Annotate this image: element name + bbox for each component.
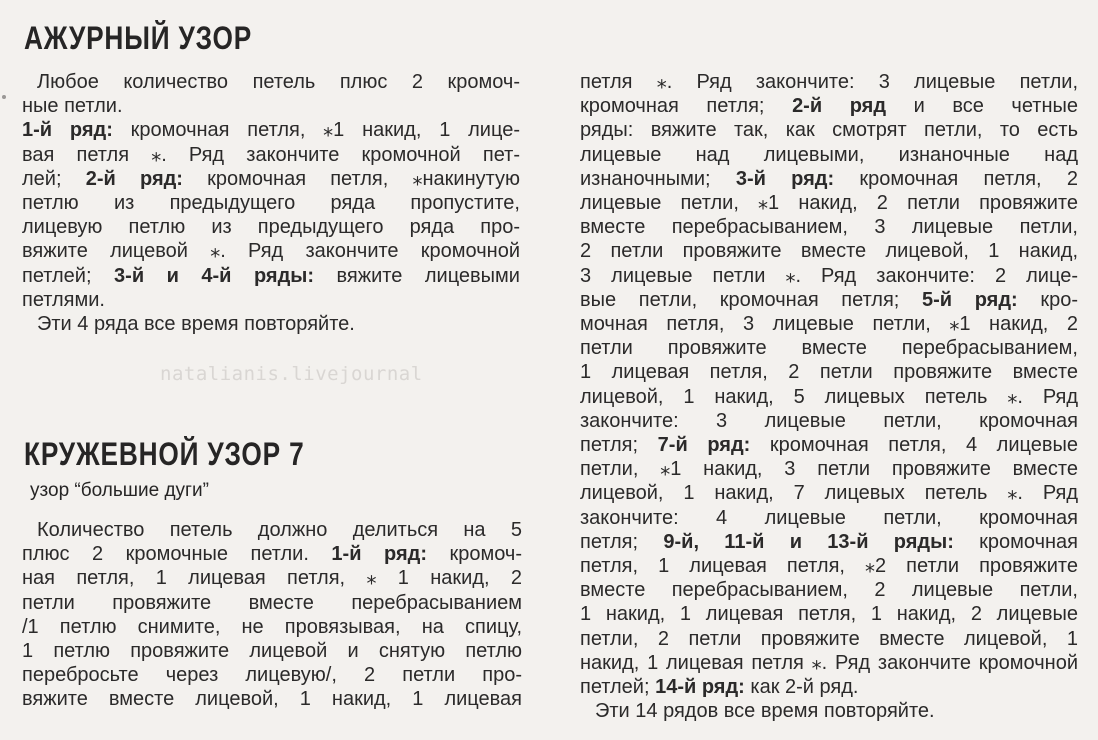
text-segment: кромочная [953, 530, 1079, 553]
section-title-ajour: АЖУРНЫЙ УЗОР [24, 20, 253, 56]
text-line [580, 288, 1078, 312]
text-line [22, 288, 520, 312]
text-segment: вяжите лицевой ⁎. Ряд закончите кромочной [22, 240, 520, 263]
text-line [580, 70, 1078, 94]
text-segment: петлю из предыдущего ряда пропустите, [22, 192, 520, 215]
text-segment: ные петли. [22, 95, 123, 118]
text-segment: плюс 2 кромочные петли. [22, 543, 332, 566]
text-segment: Любое количество петель плюс 2 кромоч- [37, 71, 520, 93]
text-line [22, 615, 522, 639]
text-segment: вместе перебрасыванием, 2 лицевые петли, [580, 579, 1078, 602]
text-line [580, 699, 1078, 723]
text-line [22, 118, 520, 142]
text-segment: кромочная петля, ⁎накинутую [182, 167, 521, 190]
row-label: 9-й, 11-й и 13-й ряды: [663, 530, 954, 553]
row-label: 14-й ряд: [655, 676, 745, 699]
text-segment: кро- [1017, 288, 1078, 311]
text-line [580, 312, 1078, 336]
text-line [580, 433, 1078, 457]
text-segment: петля; [580, 530, 664, 553]
text-line [580, 554, 1078, 578]
text-segment: петля, 1 лицевая петля, ⁎2 петли провяжите [580, 555, 1078, 578]
text-segment: лицевую петлю из предыдущего ряда про- [22, 216, 520, 239]
paragraph-ajour [22, 70, 520, 336]
paragraph-lace-col1 [22, 518, 522, 712]
text-segment: закончите: 4 лицевые петли, кромочная [580, 506, 1078, 529]
text-segment: лицевой, 1 накид, 7 лицевых петель ⁎. Ряд [580, 482, 1078, 505]
text-line [22, 312, 520, 336]
row-label: 5-й ряд: [922, 288, 1018, 311]
text-segment: кромочная петля, 4 лицевые [750, 434, 1078, 457]
text-segment: вые петли, кромочная петля; [580, 288, 922, 311]
text-line [22, 70, 520, 94]
text-segment: петля; [580, 434, 658, 457]
watermark: natalianis.livejournal [160, 363, 423, 385]
text-segment: 1 лицевая петля, 2 петли провяжите вместе [580, 361, 1078, 384]
text-segment: накид, 1 лицевая петля ⁎. Ряд закончите кромочной [580, 651, 1078, 674]
text-line [580, 457, 1078, 481]
text-segment: перебросьте через лицевую/, 2 петли про- [22, 664, 522, 687]
text-segment: кромочная петля, 2 [834, 167, 1078, 190]
text-segment: вая петля ⁎. Ряд закончите кромочной пет- [22, 143, 520, 166]
text-line [22, 518, 522, 542]
text-segment: Количество петель должно делиться на 5 [37, 519, 522, 541]
text-segment: петля ⁎. Ряд закончите: 3 лицевые петли, [580, 71, 1078, 93]
text-segment: изнаночными; [580, 167, 736, 190]
row-label: 1-й ряд: [22, 119, 113, 142]
text-line [22, 239, 520, 263]
text-segment: кромочная петля, ⁎1 накид, 1 лице- [112, 119, 520, 142]
text-line [580, 578, 1078, 602]
text-segment: петлей; [22, 264, 115, 287]
text-segment: 3 лицевые петли ⁎. Ряд закончите: 2 лице- [580, 264, 1078, 287]
text-line [580, 167, 1078, 191]
text-line [22, 167, 520, 191]
text-line [580, 651, 1078, 675]
row-label: 3-й и 4-й ряды: [114, 264, 315, 287]
text-line [22, 566, 522, 590]
text-segment: закончите: 3 лицевые петли, кромочная [580, 409, 1078, 432]
text-line [580, 675, 1078, 699]
text-segment: Эти 14 рядов все время повторяйте. [595, 700, 935, 723]
text-line [22, 191, 520, 215]
section-title-lace: КРУЖЕВНОЙ УЗОР 7 [24, 436, 305, 472]
text-segment: кромоч- [426, 543, 522, 566]
text-segment: как 2-й ряд. [744, 676, 859, 699]
text-segment: ряды: вяжите так, как смотрят петли, то есть [580, 119, 1078, 142]
text-line [580, 336, 1078, 360]
text-segment: петли, ⁎1 накид, 3 петли провяжите вместе [580, 458, 1078, 481]
text-line [580, 143, 1078, 167]
text-segment: лицевые над лицевыми, изнаночные над [580, 143, 1078, 166]
text-line [22, 663, 522, 687]
text-segment: петли провяжите вместе перебрасыванием, [580, 337, 1078, 360]
row-label: 3-й ряд: [735, 167, 835, 190]
text-line [580, 627, 1078, 651]
text-line [22, 143, 520, 167]
text-line [580, 360, 1078, 384]
row-label: 1-й ряд: [331, 543, 427, 566]
text-segment: петли, 2 петли провяжите вместе лицевой, 1 [580, 627, 1078, 650]
row-label: 2-й ряд: [85, 167, 183, 190]
text-segment: Эти 4 ряда все время повторяйте. [37, 313, 355, 336]
text-segment: /1 петлю снимите, не провязывая, на спицу, [22, 615, 522, 638]
text-line [22, 542, 522, 566]
text-line [580, 602, 1078, 626]
text-segment: 1 петлю провяжите лицевой и снятую петлю [22, 640, 522, 663]
text-segment: вяжите лицевыми [314, 264, 520, 287]
text-line [580, 215, 1078, 239]
text-segment: лей; [22, 167, 86, 190]
text-line [580, 385, 1078, 409]
text-segment: петлями. [22, 288, 105, 311]
row-label: 2-й ряд [792, 95, 887, 118]
section-subtitle-lace: узор “большие дуги” [30, 480, 209, 501]
text-line [22, 687, 522, 711]
text-segment: вяжите вместе лицевой, 1 накид, 1 лицевая [22, 688, 522, 711]
text-line [580, 481, 1078, 505]
text-line [580, 94, 1078, 118]
text-line [580, 409, 1078, 433]
text-line [22, 264, 520, 288]
text-line [580, 239, 1078, 263]
text-segment: петли провяжите вместе перебрасыванием [22, 591, 522, 614]
text-line [580, 530, 1078, 554]
text-line [580, 264, 1078, 288]
text-segment: мочная петля, 3 лицевые петли, ⁎1 накид, 2 [580, 313, 1078, 336]
paragraph-lace-col2 [580, 70, 1078, 723]
text-segment: ная петля, 1 лицевая петля, ⁎ 1 накид, 2 [22, 567, 522, 590]
text-line [22, 639, 522, 663]
text-line [580, 506, 1078, 530]
text-segment: 2 петли провяжите вместе лицевой, 1 накид, [580, 240, 1078, 263]
text-line [580, 191, 1078, 215]
row-label: 7-й ряд: [657, 434, 751, 457]
text-line [22, 94, 520, 118]
text-segment: вместе перебрасыванием, 3 лицевые петли, [580, 216, 1078, 239]
text-segment: лицевой, 1 накид, 5 лицевых петель ⁎. Ряд [580, 385, 1078, 408]
text-segment: 1 накид, 1 лицевая петля, 1 накид, 2 лицевые [580, 603, 1078, 626]
text-segment: кромочная петля; [580, 95, 793, 118]
text-segment: и все четные [886, 95, 1079, 118]
text-line [22, 215, 520, 239]
text-line [580, 118, 1078, 142]
paper-speck [2, 95, 6, 99]
text-segment: лицевые петли, ⁎1 накид, 2 петли провяжите [580, 192, 1078, 215]
text-segment: петлей; [580, 676, 656, 699]
text-line [22, 591, 522, 615]
